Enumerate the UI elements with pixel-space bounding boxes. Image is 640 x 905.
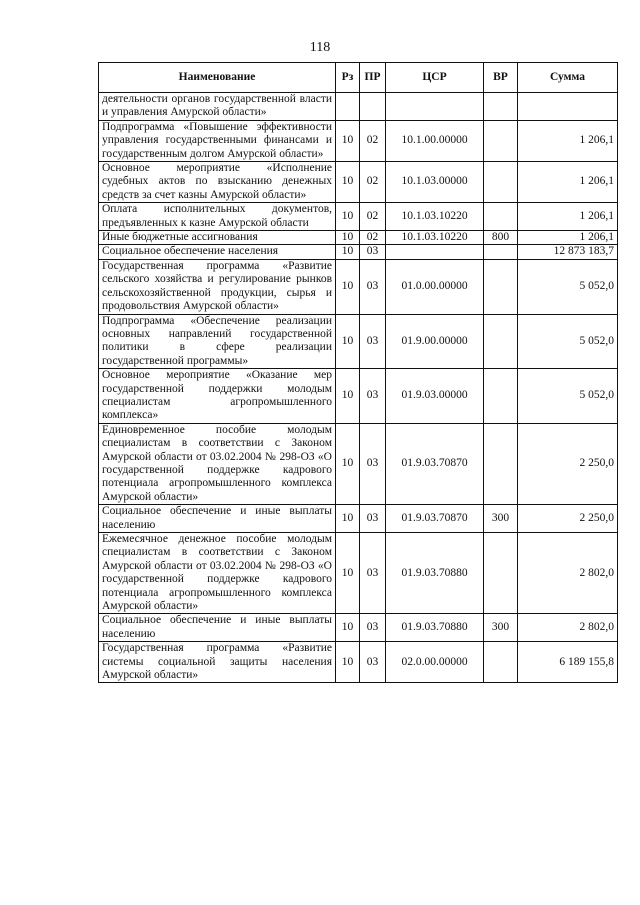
table-row xyxy=(99,369,618,424)
row-sum: 6 189 155,8 xyxy=(518,642,618,683)
row-rz: 10 xyxy=(336,259,360,314)
header-vr: ВР xyxy=(484,63,518,93)
row-pr: 03 xyxy=(360,423,386,504)
row-rz xyxy=(336,93,360,121)
row-sum: 1 206,1 xyxy=(518,203,618,231)
row-vr xyxy=(484,369,518,424)
row-rz: 10 xyxy=(336,231,360,245)
row-vr xyxy=(484,423,518,504)
table-row xyxy=(99,314,618,369)
row-vr xyxy=(484,203,518,231)
row-name: деятельности органов государственной власти и управления Амурской области» xyxy=(99,93,336,121)
row-vr xyxy=(484,259,518,314)
row-sum: 1 206,1 xyxy=(518,231,618,245)
table-row xyxy=(99,259,618,314)
table-row xyxy=(99,245,618,259)
row-csr: 10.1.03.10220 xyxy=(386,231,484,245)
row-pr: 03 xyxy=(360,259,386,314)
row-csr: 01.9.03.70880 xyxy=(386,533,484,614)
row-name: Подпрограмма «Повышение эффективности управления государственными финансами и государственным долгом Амурской области» xyxy=(99,120,336,161)
row-rz: 10 xyxy=(336,314,360,369)
row-rz: 10 xyxy=(336,369,360,424)
row-pr: 03 xyxy=(360,314,386,369)
table-row xyxy=(99,120,618,161)
table-header-row xyxy=(99,63,618,93)
row-name: Иные бюджетные ассигнования xyxy=(99,231,336,245)
header-rz: Рз xyxy=(336,63,360,93)
row-pr: 03 xyxy=(360,245,386,259)
table-row xyxy=(99,231,618,245)
row-csr: 01.9.03.70870 xyxy=(386,423,484,504)
row-vr xyxy=(484,120,518,161)
row-name: Основное мероприятие «Исполнение судебных актов по взысканию денежных средств за счет казны Амурской области» xyxy=(99,162,336,203)
row-sum xyxy=(518,93,618,121)
row-name: Основное мероприятие «Оказание мер государственной поддержки молодым специалистам агропромышленного комплекса» xyxy=(99,369,336,424)
table-row xyxy=(99,505,618,533)
table-row xyxy=(99,203,618,231)
table-row xyxy=(99,162,618,203)
row-pr xyxy=(360,93,386,121)
row-csr: 10.1.00.00000 xyxy=(386,120,484,161)
row-sum: 2 802,0 xyxy=(518,614,618,642)
header-sum: Сумма xyxy=(518,63,618,93)
row-name: Социальное обеспечение и иные выплаты населению xyxy=(99,614,336,642)
header-name: Наименование xyxy=(99,63,336,93)
table-row xyxy=(99,642,618,683)
table-row xyxy=(99,614,618,642)
row-vr xyxy=(484,245,518,259)
row-pr: 02 xyxy=(360,162,386,203)
row-name: Единовременное пособие молодым специалистам в соответствии с Законом Амурской области от 03.02.2004 № 298-ОЗ «О государственной поддержке кадрового потенциала агропромышленного комплекса Амурской области» xyxy=(99,423,336,504)
row-pr: 02 xyxy=(360,203,386,231)
row-name: Подпрограмма «Обеспечение реализации основных направлений государственной политики в сфере реализации государственной программы» xyxy=(99,314,336,369)
row-rz: 10 xyxy=(336,120,360,161)
row-csr: 10.1.03.00000 xyxy=(386,162,484,203)
row-name: Оплата исполнительных документов, предъявленных к казне Амурской области xyxy=(99,203,336,231)
row-sum: 1 206,1 xyxy=(518,120,618,161)
row-rz: 10 xyxy=(336,505,360,533)
header-pr: ПР xyxy=(360,63,386,93)
row-vr: 300 xyxy=(484,505,518,533)
header-csr: ЦСР xyxy=(386,63,484,93)
row-sum: 1 206,1 xyxy=(518,162,618,203)
row-pr: 03 xyxy=(360,642,386,683)
row-vr xyxy=(484,162,518,203)
row-pr: 03 xyxy=(360,533,386,614)
row-sum: 2 802,0 xyxy=(518,533,618,614)
row-pr: 03 xyxy=(360,369,386,424)
row-rz: 10 xyxy=(336,203,360,231)
row-name: Социальное обеспечение и иные выплаты населению xyxy=(99,505,336,533)
row-pr: 03 xyxy=(360,614,386,642)
row-sum: 12 873 183,7 xyxy=(518,245,618,259)
row-sum: 5 052,0 xyxy=(518,314,618,369)
row-vr xyxy=(484,93,518,121)
row-name: Ежемесячное денежное пособие молодым специалистам в соответствии с Законом Амурской области от 03.02.2004 № 298-ОЗ «О государственной поддержке кадрового потенциала агропромышленного комплекса Амурской области» xyxy=(99,533,336,614)
row-name: Государственная программа «Развитие сельского хозяйства и регулирование рынков сельскохозяйственной продукции, сырья и продовольствия Амурской области» xyxy=(99,259,336,314)
row-csr xyxy=(386,93,484,121)
row-sum: 2 250,0 xyxy=(518,505,618,533)
table-row xyxy=(99,423,618,504)
row-csr: 10.1.03.10220 xyxy=(386,203,484,231)
row-csr: 01.0.00.00000 xyxy=(386,259,484,314)
row-name: Социальное обеспечение населения xyxy=(99,245,336,259)
row-csr: 01.9.03.00000 xyxy=(386,369,484,424)
row-sum: 5 052,0 xyxy=(518,369,618,424)
row-rz: 10 xyxy=(336,245,360,259)
page-number: 118 xyxy=(309,40,331,55)
row-csr: 02.0.00.00000 xyxy=(386,642,484,683)
budget-table xyxy=(98,62,618,683)
row-rz: 10 xyxy=(336,423,360,504)
row-csr: 01.9.00.00000 xyxy=(386,314,484,369)
row-vr xyxy=(484,533,518,614)
table-row xyxy=(99,533,618,614)
row-vr: 800 xyxy=(484,231,518,245)
row-rz: 10 xyxy=(336,533,360,614)
row-rz: 10 xyxy=(336,614,360,642)
row-csr xyxy=(386,245,484,259)
row-csr: 01.9.03.70870 xyxy=(386,505,484,533)
row-pr: 03 xyxy=(360,505,386,533)
row-vr: 300 xyxy=(484,614,518,642)
row-sum: 5 052,0 xyxy=(518,259,618,314)
row-vr xyxy=(484,642,518,683)
row-name: Государственная программа «Развитие системы социальной защиты населения Амурской области» xyxy=(99,642,336,683)
row-csr: 01.9.03.70880 xyxy=(386,614,484,642)
row-pr: 02 xyxy=(360,120,386,161)
row-sum: 2 250,0 xyxy=(518,423,618,504)
table-row xyxy=(99,93,618,121)
row-rz: 10 xyxy=(336,642,360,683)
row-pr: 02 xyxy=(360,231,386,245)
row-vr xyxy=(484,314,518,369)
row-rz: 10 xyxy=(336,162,360,203)
